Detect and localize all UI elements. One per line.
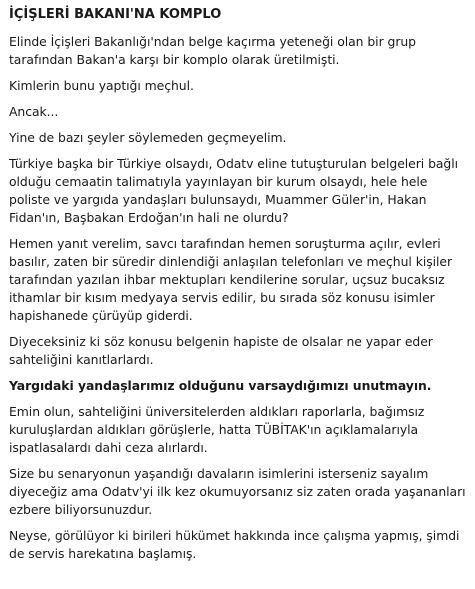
article-paragraph	[9, 235, 471, 325]
paragraph-line: Fidan'ın, Başbakan Erdoğan'ın hali ne olurdu?	[9, 210, 289, 225]
paragraph-line: Kimlerin bunu yaptığı meçhul.	[9, 78, 194, 93]
article-body	[9, 33, 471, 563]
paragraph-line: Diyeceksiniz ki söz konusu belgenin hapiste de olsalar ne yapar eder	[9, 334, 433, 349]
article-paragraph	[9, 129, 471, 147]
article-paragraph	[9, 77, 471, 95]
paragraph-line: diyeceğiz ama Odatv'yi ilk kez okumuyorsanız siz zaten orada yaşananları	[9, 484, 466, 499]
article-paragraph	[9, 333, 471, 369]
article-title: İÇİŞLERİ BAKANI'NA KOMPLO	[9, 7, 222, 22]
paragraph-line: Ancak...	[9, 104, 59, 119]
article-paragraph	[9, 527, 471, 563]
article-paragraph	[9, 33, 471, 69]
paragraph-line: olduğu cemaatin talimatıyla yayınlayan bir kurum olsaydı, hele hele	[9, 174, 428, 189]
article-paragraph	[9, 155, 471, 227]
paragraph-line: de servis harekatına başlamış.	[9, 546, 197, 561]
paragraph-line: kuruluşlardan aldıkları görüşlerle, hatta TÜBİTAK'ın açıklamalarıyla	[9, 422, 419, 437]
paragraph-line: hapishanede çürüyüp giderdi.	[9, 308, 193, 323]
paragraph-line: Yargıdaki yandaşlarımız olduğunu varsaydığımızı unutmayın.	[9, 378, 432, 393]
paragraph-line: ezbere biliyorsunuzdur.	[9, 502, 153, 517]
paragraph-line: sahteliğini kanıtlarlardı.	[9, 352, 154, 367]
paragraph-line: tarafından yazılan ihbar mektupları kendilerine sorular, uçsuz bucaksız	[9, 272, 445, 287]
article-paragraph	[9, 103, 471, 121]
paragraph-line: poliste ve yargıda yandaşları bulunsaydı, Muammer Güler'in, Hakan	[9, 192, 427, 207]
paragraph-line: Size bu senaryonun yaşandığı davaların isimlerini isterseniz sayalım	[9, 466, 429, 481]
paragraph-line: tarafından Bakan'a karşı bir komplo olarak üretilmişti.	[9, 52, 340, 67]
paragraph-line: Yine de bazı şeyler söylemeden geçmeyelim.	[9, 130, 287, 145]
paragraph-line: Hemen yanıt verelim, savcı tarafından hemen soruşturma açılır, evleri	[9, 236, 441, 251]
article-paragraph	[9, 465, 471, 519]
article-emphasis-paragraph	[9, 377, 471, 395]
paragraph-line: basılır, zaten bir süredir dinlendiği anlaşılan telefonları ve meçhul kişiler	[9, 254, 453, 269]
article-paragraph	[9, 403, 471, 457]
paragraph-line: Türkiye başka bir Türkiye olsaydı, Odatv eline tutuşturulan belgeleri bağlı	[9, 156, 459, 171]
paragraph-line: ithamlar bir kısım medyaya servis edilir, bu sırada söz konusu isimler	[9, 290, 435, 305]
paragraph-line: ispatlasalardı dahi ceza alırlardı.	[9, 440, 208, 455]
paragraph-line: Emin olun, sahteliğini üniversitelerden aldıkları raporlarla, bağımsız	[9, 404, 425, 419]
paragraph-line: Neyse, görülüyor ki birileri hükümet hakkında ince çalışma yapmış, şimdi	[9, 528, 460, 543]
paragraph-line: Elinde İçişleri Bakanlığı'ndan belge kaçırma yeteneği olan bir grup	[9, 34, 416, 49]
